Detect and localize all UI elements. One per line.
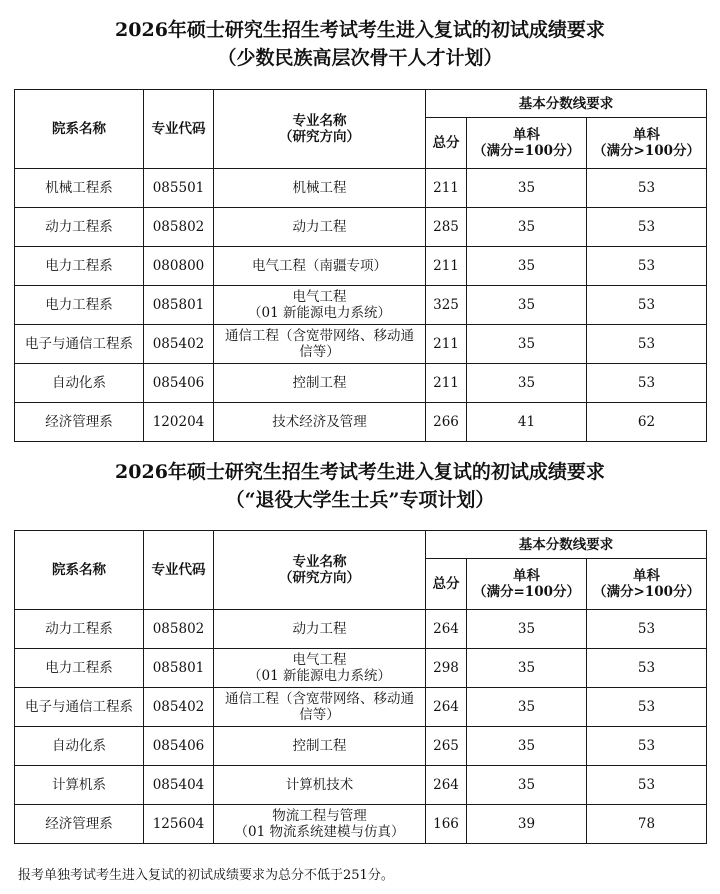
cell-major — [214, 403, 426, 442]
table1-score-requirements — [14, 89, 707, 442]
cell-major-line1: 机械工程 — [292, 180, 347, 196]
cell-code: 120204 — [144, 403, 214, 442]
cell-major-line1: 控制工程 — [292, 375, 347, 391]
cell-major-line1: 电气工程 — [292, 289, 347, 305]
header-single-over100 — [587, 559, 707, 610]
cell-single-over100: 53 — [587, 364, 707, 403]
cell-single-over100: 53 — [587, 610, 707, 649]
cell-code: 085801 — [144, 286, 214, 325]
table-row — [15, 727, 707, 766]
cell-major-line1: 通信工程（含宽带网络、移动通 — [225, 328, 414, 344]
header-major-line2: （研究方向） — [279, 570, 360, 586]
cell-single-over100: 53 — [587, 727, 707, 766]
header-single-100-line2: （满分=100分） — [473, 584, 580, 600]
cell-total: 211 — [426, 169, 467, 208]
cell-dept: 电力工程系 — [15, 286, 144, 325]
header-code: 专业代码 — [144, 90, 214, 169]
cell-single-100: 35 — [467, 688, 587, 727]
header-single-100-line2: （满分=100分） — [473, 143, 580, 159]
table-row — [15, 610, 707, 649]
header-single-100-line1: 单科 — [513, 568, 540, 584]
cell-major-line2: 信等） — [299, 344, 340, 360]
cell-code: 085406 — [144, 727, 214, 766]
header-single-over100-line1: 单科 — [633, 127, 661, 143]
cell-code: 085501 — [144, 169, 214, 208]
table1-title-line1: 2026年硕士研究生招生考试考生进入复试的初试成绩要求 — [115, 19, 605, 41]
table-row — [15, 688, 707, 727]
cell-dept: 经济管理系 — [15, 403, 144, 442]
cell-single-100: 35 — [467, 325, 587, 364]
cell-major — [214, 286, 426, 325]
table2-title-line2: （“退役大学生士兵”专项计划） — [225, 489, 495, 511]
cell-single-100: 35 — [467, 169, 587, 208]
cell-single-over100: 53 — [587, 247, 707, 286]
cell-total: 264 — [426, 766, 467, 805]
cell-major-line1: 计算机技术 — [285, 777, 354, 793]
header-code: 专业代码 — [144, 531, 214, 610]
header-single-over100-line2: （满分>100分） — [593, 143, 701, 159]
cell-dept: 电力工程系 — [15, 649, 144, 688]
cell-major — [214, 805, 426, 844]
table-row — [15, 247, 707, 286]
cell-single-100: 41 — [467, 403, 587, 442]
cell-single-100: 35 — [467, 766, 587, 805]
cell-single-100: 35 — [467, 364, 587, 403]
cell-total: 325 — [426, 286, 467, 325]
table-row — [15, 286, 707, 325]
cell-major-line2: 信等） — [299, 707, 340, 723]
cell-total: 285 — [426, 208, 467, 247]
cell-dept: 动力工程系 — [15, 208, 144, 247]
table1-title-line2: （少数民族高层次骨干人才计划） — [217, 47, 503, 69]
cell-major-line1: 技术经济及管理 — [272, 414, 367, 430]
cell-dept: 自动化系 — [15, 727, 144, 766]
cell-major-line1: 动力工程 — [292, 219, 347, 235]
header-major-line1: 专业名称 — [292, 554, 347, 570]
header-major — [214, 90, 426, 169]
cell-single-100: 35 — [467, 247, 587, 286]
cell-code: 085801 — [144, 649, 214, 688]
cell-code: 085402 — [144, 325, 214, 364]
cell-dept: 经济管理系 — [15, 805, 144, 844]
cell-major-line1: 物流工程与管理 — [272, 808, 367, 824]
cell-major-line2: （01 物流系统建模与仿真） — [234, 824, 405, 840]
cell-single-100: 35 — [467, 286, 587, 325]
cell-dept: 电力工程系 — [15, 247, 144, 286]
cell-single-over100: 78 — [587, 805, 707, 844]
cell-dept: 电子与通信工程系 — [15, 325, 144, 364]
header-single-100 — [467, 118, 587, 169]
table-row — [15, 766, 707, 805]
cell-code: 085802 — [144, 610, 214, 649]
table-row — [15, 169, 707, 208]
cell-major — [214, 247, 426, 286]
cell-major-line1: 动力工程 — [292, 621, 347, 637]
header-single-over100-line1: 单科 — [633, 568, 661, 584]
cell-major — [214, 688, 426, 727]
cell-major-line1: 电气工程（南疆专项） — [252, 258, 387, 274]
cell-single-100: 35 — [467, 610, 587, 649]
header-major-line1: 专业名称 — [292, 113, 347, 129]
header-score-group: 基本分数线要求 — [426, 90, 707, 118]
cell-major — [214, 649, 426, 688]
cell-single-over100: 53 — [587, 169, 707, 208]
cell-single-100: 35 — [467, 727, 587, 766]
cell-total: 211 — [426, 364, 467, 403]
cell-code: 085404 — [144, 766, 214, 805]
cell-major — [214, 364, 426, 403]
cell-total: 265 — [426, 727, 467, 766]
cell-major-line1: 电气工程 — [292, 652, 347, 668]
table-row — [15, 364, 707, 403]
cell-single-over100: 53 — [587, 325, 707, 364]
header-single-100-line1: 单科 — [513, 127, 540, 143]
cell-code: 080800 — [144, 247, 214, 286]
cell-dept: 动力工程系 — [15, 610, 144, 649]
cell-single-over100: 53 — [587, 286, 707, 325]
table2-title-line1: 2026年硕士研究生招生考试考生进入复试的初试成绩要求 — [115, 461, 605, 483]
table2-score-requirements — [14, 530, 707, 844]
table-row — [15, 325, 707, 364]
cell-code: 085802 — [144, 208, 214, 247]
cell-total: 298 — [426, 649, 467, 688]
footnote: 报考单独考试考生进入复试的初试成绩要求为总分不低于251分。 — [18, 868, 394, 883]
header-single-over100 — [587, 118, 707, 169]
header-single-100 — [467, 559, 587, 610]
cell-major-line1: 通信工程（含宽带网络、移动通 — [225, 691, 414, 707]
cell-code: 085402 — [144, 688, 214, 727]
header-major — [214, 531, 426, 610]
cell-single-over100: 53 — [587, 208, 707, 247]
cell-dept: 电子与通信工程系 — [15, 688, 144, 727]
cell-major — [214, 169, 426, 208]
cell-single-100: 39 — [467, 805, 587, 844]
header-single-over100-line2: （满分>100分） — [593, 584, 701, 600]
cell-single-over100: 53 — [587, 688, 707, 727]
cell-major — [214, 766, 426, 805]
cell-total: 166 — [426, 805, 467, 844]
cell-single-100: 35 — [467, 208, 587, 247]
cell-single-over100: 53 — [587, 766, 707, 805]
table-row — [15, 649, 707, 688]
cell-total: 264 — [426, 610, 467, 649]
cell-major — [214, 610, 426, 649]
header-total: 总分 — [426, 118, 467, 169]
cell-major — [214, 208, 426, 247]
cell-major — [214, 727, 426, 766]
cell-dept: 自动化系 — [15, 364, 144, 403]
table-row — [15, 403, 707, 442]
cell-major-line2: （01 新能源电力系统） — [248, 305, 391, 321]
cell-dept: 计算机系 — [15, 766, 144, 805]
header-dept: 院系名称 — [15, 90, 144, 169]
header-total: 总分 — [426, 559, 467, 610]
cell-single-over100: 62 — [587, 403, 707, 442]
cell-total: 264 — [426, 688, 467, 727]
table-row — [15, 208, 707, 247]
cell-code: 085406 — [144, 364, 214, 403]
cell-dept: 机械工程系 — [15, 169, 144, 208]
cell-total: 211 — [426, 325, 467, 364]
cell-total: 211 — [426, 247, 467, 286]
cell-single-over100: 53 — [587, 649, 707, 688]
table-row — [15, 805, 707, 844]
cell-major — [214, 325, 426, 364]
cell-major-line2: （01 新能源电力系统） — [248, 668, 391, 684]
header-dept: 院系名称 — [15, 531, 144, 610]
cell-total: 266 — [426, 403, 467, 442]
cell-single-100: 35 — [467, 649, 587, 688]
cell-major-line1: 控制工程 — [292, 738, 347, 754]
header-score-group: 基本分数线要求 — [426, 531, 707, 559]
cell-code: 125604 — [144, 805, 214, 844]
header-major-line2: （研究方向） — [279, 129, 360, 145]
